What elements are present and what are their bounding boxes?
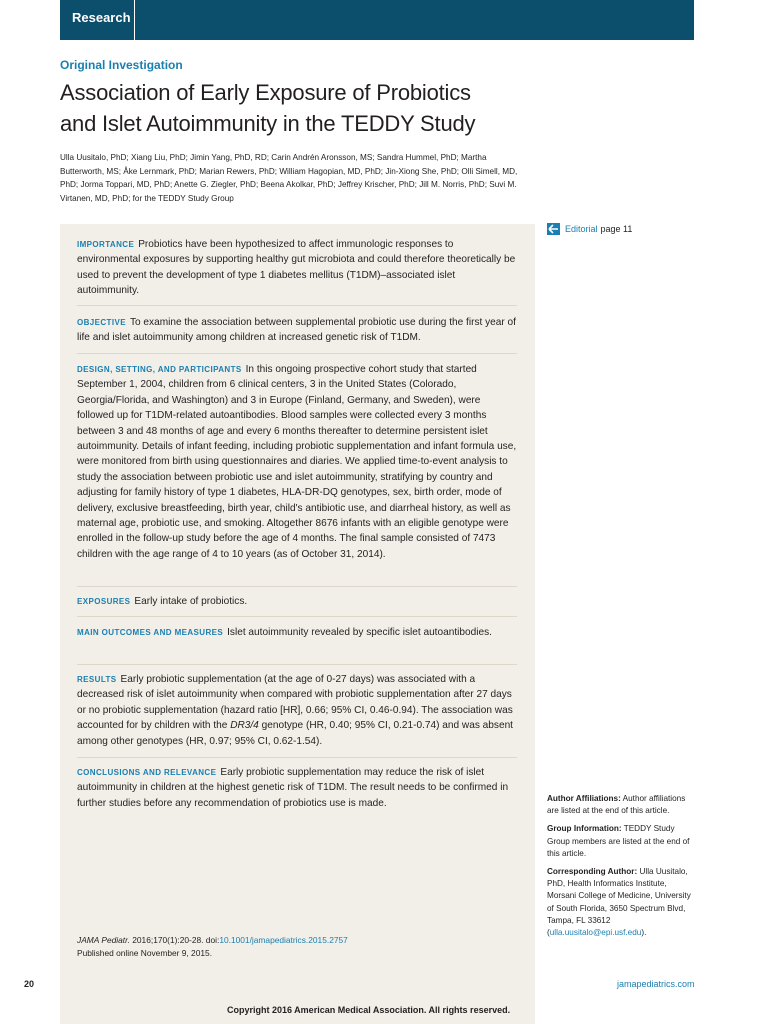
- results-genotype: DR3/4: [230, 720, 259, 732]
- page-number: 20: [24, 979, 35, 989]
- editorial-reference[interactable]: [547, 223, 632, 235]
- author-affiliations: [547, 793, 697, 817]
- title-line-1: Association of Early Exposure of Probiotics: [60, 80, 471, 105]
- abstract-importance: [77, 237, 519, 299]
- abstract-divider: [77, 586, 517, 587]
- exposures-heading: EXPOSURES: [77, 597, 131, 606]
- conclusions-text: Early probiotic supplementation may reduce the risk of islet autoimmunity in children at the highest genetic risk of T1DM. The result needs to be confirmed in further studies before any recommendation of probiotics use is made.: [77, 767, 509, 809]
- abstract-exposures: [77, 594, 519, 609]
- group-heading: Group Information:: [547, 824, 622, 834]
- results-text-b: genotype (HR, 0.40; 95% CI, 0.21-0.74) and was absent among other genotypes (HR, 0.97; 95% CI, 0.62-1.54).: [77, 720, 513, 747]
- objective-text: To examine the association between supplemental probiotic use during the first year of life and islet autoimmunity among children at increased genetic risk of T1DM.: [77, 317, 516, 344]
- abstract-design: [77, 362, 519, 562]
- abstract-divider: [77, 757, 517, 758]
- results-heading: RESULTS: [77, 675, 117, 684]
- arrow-left-icon: [547, 223, 560, 235]
- design-text: In this ongoing prospective cohort study that started September 1, 2004, children from 6 clinical centers, 3 in the United States (Colorado, Georgia/Florida, and Washington) and 3 in Europe (Finland, Germany, and Sweden), were followed up for T1DM-related autoantibodies. Blood samples were collected every 3 months between 3 and 48 months of age and every 6 months thereafter to determine persistent islet autoimmunity. Details of infant feeding, including probiotic supplementation and infant formula use, were monitored from birth using questionnaires and diaries. We applied time-to-event analysis to study the association between probiotic use and islet autoimmunity, stratifying by country and adjusting for family history of type 1 diabetes, HLA-DR-DQ genotypes, sex, birth order, mode of delivery, exclusive breastfeeding, birth year, child's antibiotic use, and diarrheal history, as well as maternal age, probiotic use, and smoking. Altogether 8676 infants with an eligible genotype were enrolled in the follow-up study before the age of 4 months. The final sample consisted of 7473 children with the age range of 4 to 10 years (as of October 31, 2014).: [77, 364, 517, 560]
- title-line-2: and Islet Autoimmunity in the TEDDY Study: [60, 111, 476, 136]
- doi-link[interactable]: 10.1001/jamapediatrics.2015.2757: [219, 935, 348, 945]
- section-label-research: Research: [72, 10, 131, 25]
- abstract-objective: [77, 315, 519, 346]
- abstract-divider: [77, 616, 517, 617]
- outcomes-text: Islet autoimmunity revealed by specific islet autoantibodies.: [227, 627, 492, 638]
- exposures-text: Early intake of probiotics.: [134, 596, 248, 607]
- affiliations-text: Author affiliations are listed at the end of this article.: [547, 794, 686, 816]
- journal-site-link[interactable]: jamapediatrics.com: [617, 979, 695, 989]
- importance-text: Probiotics have been hypothesized to affect immunologic responses to environmental exposures by supporting healthy gut microbiota and could therefore theoretically be used to prevent the development of type 1 diabetes mellitus (T1DM)–associated islet autoimmunity.: [77, 239, 516, 297]
- design-heading: DESIGN, SETTING, AND PARTICIPANTS: [77, 365, 242, 374]
- corresponding-author: [547, 866, 697, 939]
- group-information: [547, 823, 697, 860]
- group-text: TEDDY Study Group members are listed at the end of this article.: [547, 824, 690, 858]
- outcomes-heading: MAIN OUTCOMES AND MEASURES: [77, 628, 224, 637]
- article-type: Original Investigation: [60, 58, 183, 72]
- abstract-divider: [77, 664, 517, 665]
- sidebar-notes: [547, 793, 697, 945]
- conclusions-heading: CONCLUSIONS AND RELEVANCE: [77, 768, 217, 777]
- objective-heading: OBJECTIVE: [77, 318, 126, 327]
- corresponding-email-link[interactable]: ulla.uusitalo@epi.usf.edu: [549, 928, 642, 938]
- abstract-results: [77, 672, 519, 749]
- results-text-a: Early probiotic supplementation (at the age of 0-27 days) was associated with a decreased risk of islet autoimmunity when compared with probiotic supplementation after 27 days or no probiotic supplementation (hazard ratio [HR], 0.66; 95% CI, 0.46-0.94). The association was accounted for by children with the: [77, 674, 513, 732]
- abstract-divider: [77, 305, 517, 306]
- importance-heading: IMPORTANCE: [77, 240, 135, 249]
- editorial-page: page 11: [600, 224, 633, 234]
- author-list: Ulla Uusitalo, PhD; Xiang Liu, PhD; Jimin Yang, PhD, RD; Carin Andrén Aronsson, MS; Sandra Hummel, PhD; Martha Butterworth, MS; Åke Lernmark, PhD; Marian Rewers, PhD; William Hagopian, MD, PhD; Jin-Xiong She, PhD; Olli Simell, MD, PhD; Jorma Toppari, MD, PhD; Anette G. Ziegler, PhD; Beena Akolkar, PhD; Jeffrey Krischer, PhD; Jill M. Norris, PhD; Suvi M. Virtanen, MD, PhD; for the TEDDY Study Group: [60, 153, 518, 203]
- citation-journal: JAMA Pediatr.: [77, 935, 130, 945]
- citation-published: Published online November 9, 2015.: [77, 947, 213, 958]
- corresponding-text: Ulla Uusitalo, PhD, Health Informatics Institute, Morsani College of Medicine, University of South Florida, 3650 Spectrum Blvd, Tampa, FL 33612: [547, 867, 691, 925]
- affiliations-heading: Author Affiliations:: [547, 794, 621, 803]
- header-divider: [134, 0, 135, 40]
- abstract-conclusions: [77, 765, 519, 811]
- corresponding-heading: Corresponding Author:: [547, 867, 638, 877]
- article-title: [60, 77, 580, 139]
- email-open: (: [547, 928, 550, 938]
- email-close: ).: [641, 928, 647, 938]
- editorial-link[interactable]: Editorial: [565, 224, 598, 234]
- citation: [77, 934, 497, 959]
- abstract-divider: [77, 353, 517, 354]
- citation-ref: 2016;170(1):20-28. doi:: [129, 935, 220, 945]
- header-bar: [60, 0, 694, 40]
- copyright-notice: Copyright 2016 American Medical Association. All rights reserved.: [227, 1005, 511, 1015]
- abstract-outcomes: [77, 625, 519, 640]
